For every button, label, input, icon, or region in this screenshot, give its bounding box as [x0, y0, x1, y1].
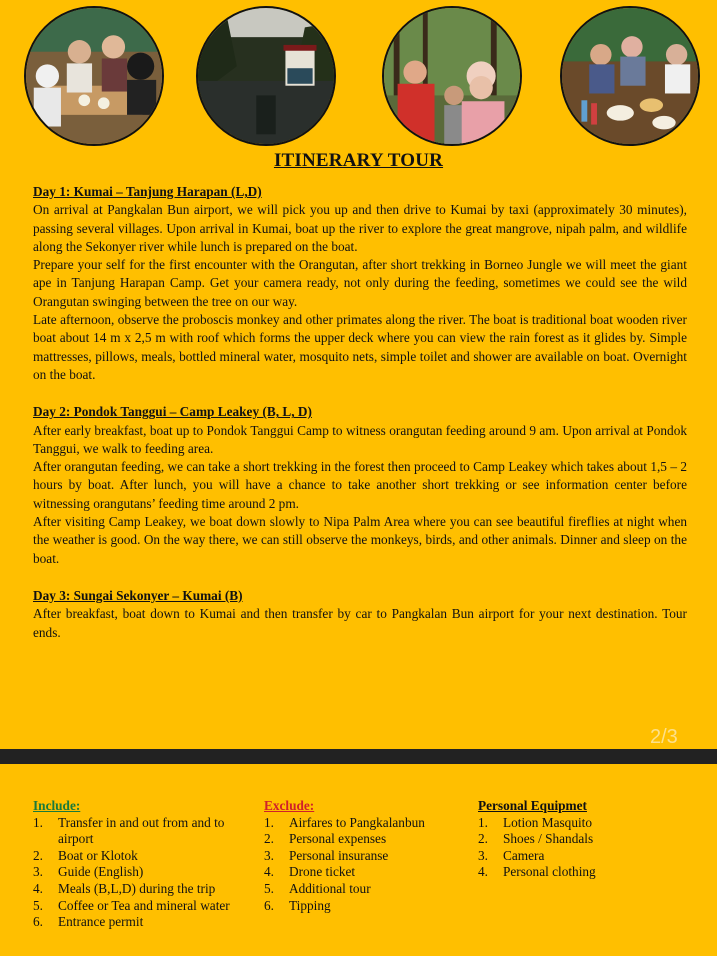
day-2-paragraph: After orangutan feeding, we can take a short trekking in the forest then proceed to Camp Leakey which takes about 1,5 – 2 hours by boat. After lunch, you will have a chance to take another short trekking or see information center before witnessing orangutans’ feeding time around 2 pm.: [33, 459, 687, 511]
exclude-item: 1. Airfares to Pangkalanbun: [264, 814, 425, 830]
include-column: [33, 798, 248, 931]
include-item: 6. Entrance permit: [33, 914, 144, 930]
page-number: 2/3: [650, 726, 678, 748]
page-divider: [0, 749, 717, 764]
photo-boat-meal: [560, 6, 700, 146]
day-2-paragraph: After early breakfast, boat up to Pondok Tanggui Camp to witness orangutan feeding around 9 am. Upon arrival at Pondok Tanggui, we walk to feeding area.: [33, 422, 687, 456]
exclude-item: 3. Personal insuranse: [264, 847, 389, 863]
photo-group-lunch: [24, 6, 164, 146]
exclude-item: 6. Tipping: [264, 897, 331, 913]
exclude-item: 2. Personal expenses: [264, 831, 387, 847]
photo-river-boat: [196, 6, 336, 146]
include-item: 4. Meals (B,L,D) during the trip: [33, 880, 216, 896]
day-1-section: [33, 183, 687, 384]
exclude-item: 5. Additional tour: [264, 880, 371, 896]
personal-equipment-item: 1. Lotion Masquito: [478, 814, 593, 830]
personal-equipment-item: 4. Personal clothing: [478, 864, 596, 880]
day-1-paragraph: Late afternoon, observe the proboscis monkey and other primates along the river. The boat is traditional boat wooden river boat about 14 m x 2,5 m with roof which forms the upper deck where you can view the rain forest as it glides by. Simple mattresses, pillows, meals, bottled mineral water, mosquito nets, simple toilet and shower are available on boat. Overnight on the boat.: [33, 312, 687, 382]
itinerary-content: [33, 183, 687, 642]
day-1-heading: Day 1: Kumai – Tanjung Harapan (L,D): [33, 184, 262, 199]
exclude-item: 4. Drone ticket: [264, 864, 356, 880]
include-item: 3. Guide (English): [33, 864, 144, 880]
personal-equipment-column: [478, 798, 688, 881]
day-2-heading: Day 2: Pondok Tanggui – Camp Leakey (B, L, D): [33, 404, 312, 420]
page-title: ITINERARY TOUR: [273, 150, 444, 171]
day-3-heading: Day 3: Sungai Sekonyer – Kumai (B): [33, 587, 243, 603]
personal-equipment-item: 2. Shoes / Shandals: [478, 831, 594, 847]
photo-strip: [0, 6, 717, 146]
include-heading: Include:: [33, 798, 81, 813]
day-2-paragraph: After visiting Camp Leakey, we boat down slowly to Nipa Palm Area where you can see beautiful fireflies at night when the weather is good. On the way there, we can still observe the monkeys, birds, and other animals. Dinner and sleep on the boat.: [33, 514, 687, 566]
day-2-section: [33, 403, 687, 568]
day-3-section: [33, 587, 687, 642]
day-1-paragraph: On arrival at Pangkalan Bun airport, we will pick you up and then drive to Kumai by taxi (approximately 30 minutes), passing several villages. Upon arrival in Kumai, boat up the river to explore the great mangrove, nipah palm, and wildlife along the Sekonyer river while lunch is prepared on the boat.: [33, 202, 687, 254]
personal-equipment-heading: Personal Equipmet: [478, 798, 587, 813]
photo-forest-visitors: [382, 6, 522, 146]
exclude-heading: Exclude:: [264, 798, 315, 813]
day-1-paragraph: Prepare your self for the first encounter with the Orangutan, after short trekking in Borneo Jungle we will meet the giant ape in Tanjung Harapan Camp. Get your camera ready, not only during the feeding, sometimes we could see the wild Orangutan swinging between the tree on our way.: [33, 257, 687, 309]
include-item: 2. Boat or Klotok: [33, 847, 138, 863]
include-item: 5. Coffee or Tea and mineral water: [33, 897, 230, 913]
include-item: 1. Transfer in and out from and to airport: [33, 814, 225, 847]
personal-equipment-item: 3. Camera: [478, 847, 545, 863]
day-3-paragraph: After breakfast, boat down to Kumai and then transfer by car to Pangkalan Bun airport for your next destination. Tour ends.: [33, 606, 687, 640]
exclude-column: [264, 798, 464, 914]
